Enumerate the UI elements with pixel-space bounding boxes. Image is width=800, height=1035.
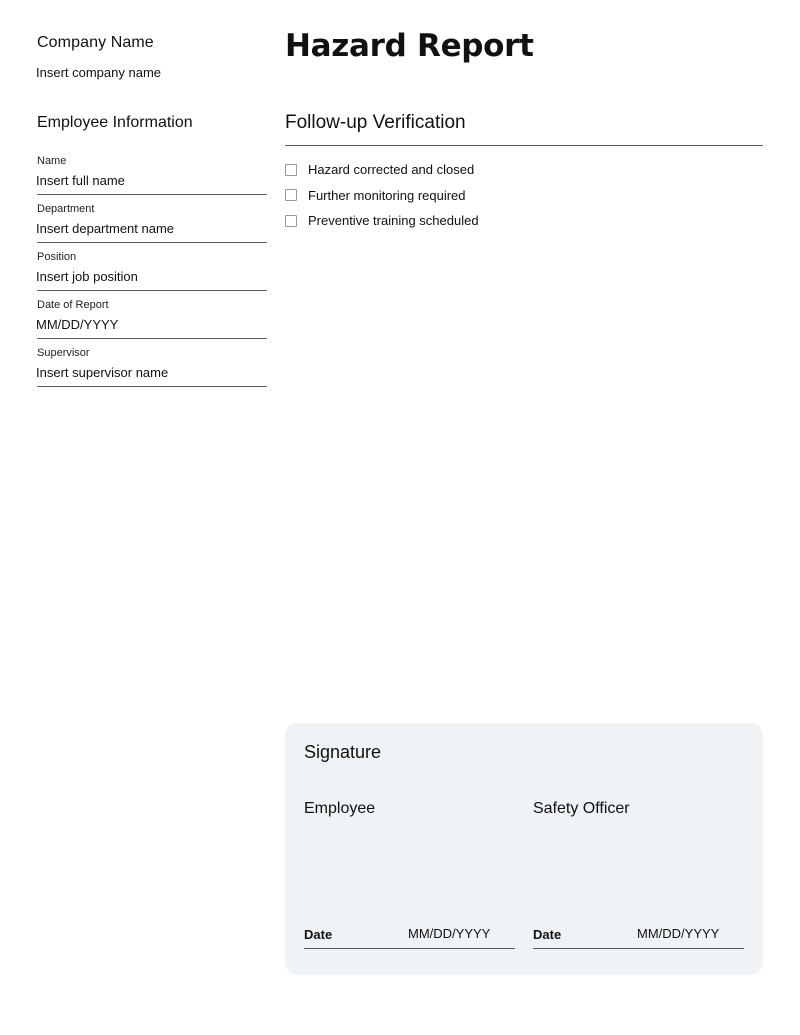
signature-card bbox=[285, 723, 763, 975]
date-label: Date bbox=[533, 927, 562, 942]
follow-up-heading: Follow-up Verification bbox=[285, 112, 466, 133]
report-date-input[interactable]: MM/DD/YYYY bbox=[36, 317, 119, 332]
field-label: Date of Report bbox=[37, 299, 109, 311]
checklist-item[interactable] bbox=[285, 157, 479, 183]
field-label: Department bbox=[37, 203, 95, 215]
department-input[interactable]: Insert department name bbox=[36, 221, 175, 236]
field-label: Position bbox=[37, 251, 77, 263]
supervisor-input[interactable]: Insert supervisor name bbox=[36, 365, 169, 380]
date-label: Date bbox=[304, 927, 333, 942]
officer-signature-label: Safety Officer bbox=[533, 800, 630, 817]
employee-date-input[interactable]: MM/DD/YYYY bbox=[408, 926, 491, 941]
employee-signature-label: Employee bbox=[304, 800, 376, 817]
page-title: Hazard Report bbox=[285, 28, 534, 64]
name-input[interactable]: Insert full name bbox=[36, 173, 125, 188]
section-divider bbox=[285, 145, 763, 146]
field-label: Name bbox=[37, 155, 67, 167]
employee-info-fields bbox=[37, 152, 267, 392]
signature-heading: Signature bbox=[304, 742, 382, 762]
employee-signature-block[interactable] bbox=[304, 800, 515, 950]
checkbox[interactable] bbox=[285, 215, 297, 227]
name-field[interactable] bbox=[37, 152, 267, 195]
officer-signature-block[interactable] bbox=[533, 800, 744, 950]
position-input[interactable]: Insert job position bbox=[36, 269, 138, 284]
checklist-item[interactable] bbox=[285, 183, 479, 209]
field-label: Supervisor bbox=[37, 347, 90, 359]
officer-date-input[interactable]: MM/DD/YYYY bbox=[637, 926, 720, 941]
company-heading: Company Name bbox=[37, 34, 154, 51]
employee-info-heading: Employee Information bbox=[37, 114, 193, 131]
officer-date-field[interactable] bbox=[533, 927, 744, 949]
position-field[interactable] bbox=[37, 248, 267, 291]
company-name-field[interactable]: Insert company name bbox=[36, 65, 162, 80]
department-field[interactable] bbox=[37, 200, 267, 243]
report-date-field[interactable] bbox=[37, 296, 267, 339]
checkbox-label: Further monitoring required bbox=[308, 187, 466, 203]
checkbox-label: Preventive training scheduled bbox=[308, 213, 479, 229]
checkbox[interactable] bbox=[285, 164, 297, 176]
employee-date-field[interactable] bbox=[304, 927, 515, 949]
follow-up-checklist bbox=[285, 157, 479, 234]
checkbox-label: Hazard corrected and closed bbox=[308, 162, 475, 178]
checklist-item[interactable] bbox=[285, 208, 479, 234]
supervisor-field[interactable] bbox=[37, 344, 267, 387]
checkbox[interactable] bbox=[285, 189, 297, 201]
